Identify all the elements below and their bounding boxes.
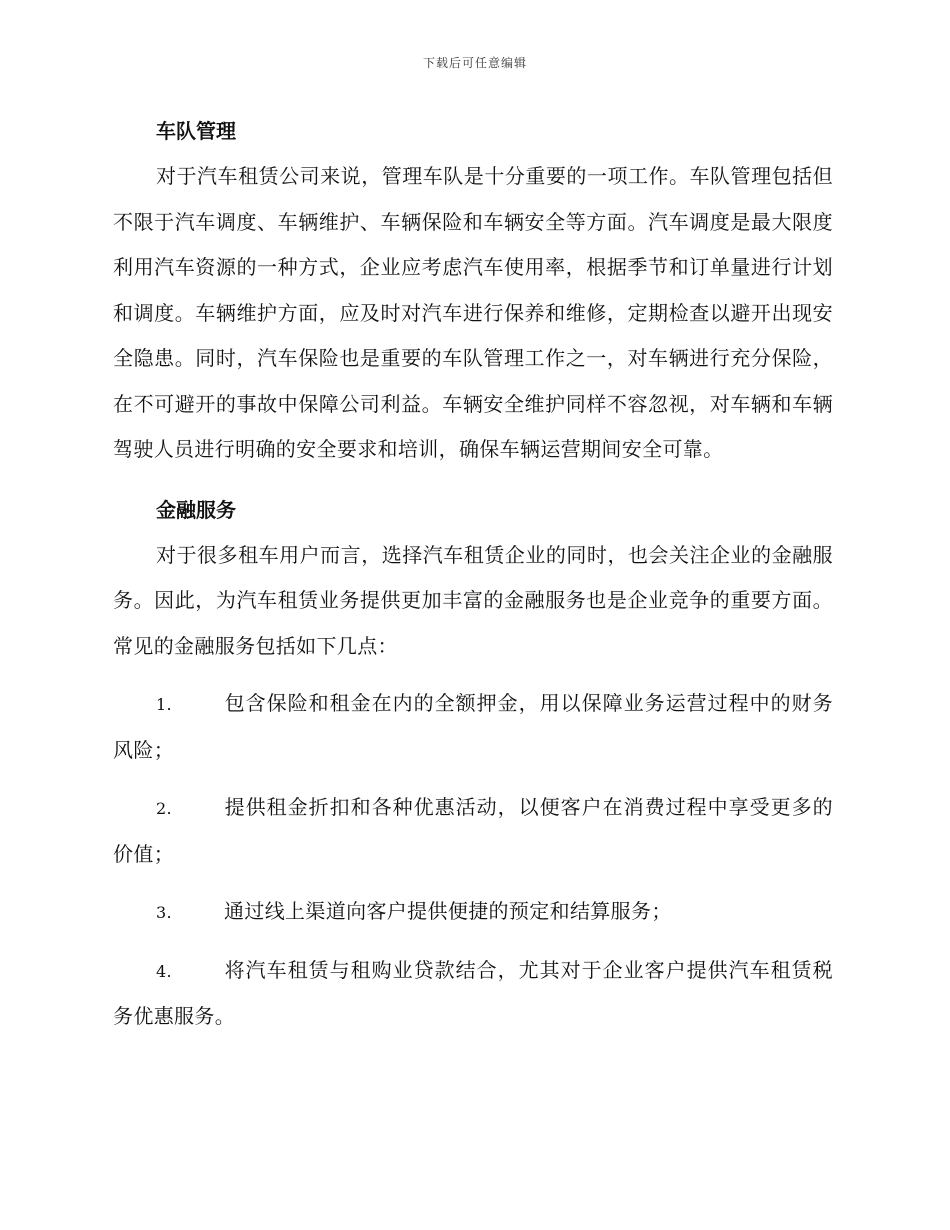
list-item-text: 提供租金折扣和各种优惠活动，以便客户在消费过程中享受更多的价值； (113, 795, 833, 866)
section-paragraph: 对于很多租车用户而言，选择汽车租赁企业的同时，也会关注企业的金融服务。因此，为汽车租赁业务提供更加丰富的金融服务也是企业竞争的重要方面。常见的金融服务包括如下几点： (113, 542, 833, 658)
list-item-text: 包含保险和租金在内的全额押金，用以保障业务运营过程中的财务风险； (113, 691, 833, 762)
list-item (113, 948, 833, 1040)
list-number: 4. (156, 961, 172, 981)
header-note: 下载后可任意编辑 (422, 56, 527, 70)
section-heading: 金融服务 (156, 497, 236, 522)
spacer (113, 773, 833, 785)
list-item (113, 681, 833, 773)
list-number: 3. (156, 903, 172, 922)
spacer (113, 877, 833, 889)
list-item-text: 将汽车租赁与租购业贷款结合，尤其对于企业客户提供汽车租赁税务优惠服务。 (113, 957, 833, 1028)
section-heading: 车队管理 (156, 119, 236, 143)
spacer (113, 669, 833, 681)
document-body (113, 108, 833, 1040)
list-item (113, 785, 833, 877)
spacer (113, 936, 833, 948)
list-number: 1. (156, 695, 172, 714)
section-paragraph: 对于汽车租赁公司来说，管理车队是十分重要的一项工作。车队管理包括但不限于汽车调度、车辆维护、车辆保险和车辆安全等方面。汽车调度是最大限度利用汽车资源的一种方式，企业应考虑汽车使用率，根据季节和订单量进行计划和调度。车辆维护方面，应及时对汽车进行保养和维修，定期检查以避开出现安全隐患。同时，汽车保险也是重要的车队管理工作之一，对车辆进行充分保险，在不可避开的事故中保障公司利益。车辆安全维护同样不容忽视，对车辆和车辆驾驶人员进行明确的安全要求和培训，确保车辆运营期间安全可靠。 (113, 164, 833, 461)
list-item-text: 通过线上渠道向客户提供便捷的预定和结算服务； (224, 899, 672, 923)
list-item (113, 889, 833, 936)
spacer (113, 473, 833, 487)
list-number: 2. (156, 799, 172, 818)
